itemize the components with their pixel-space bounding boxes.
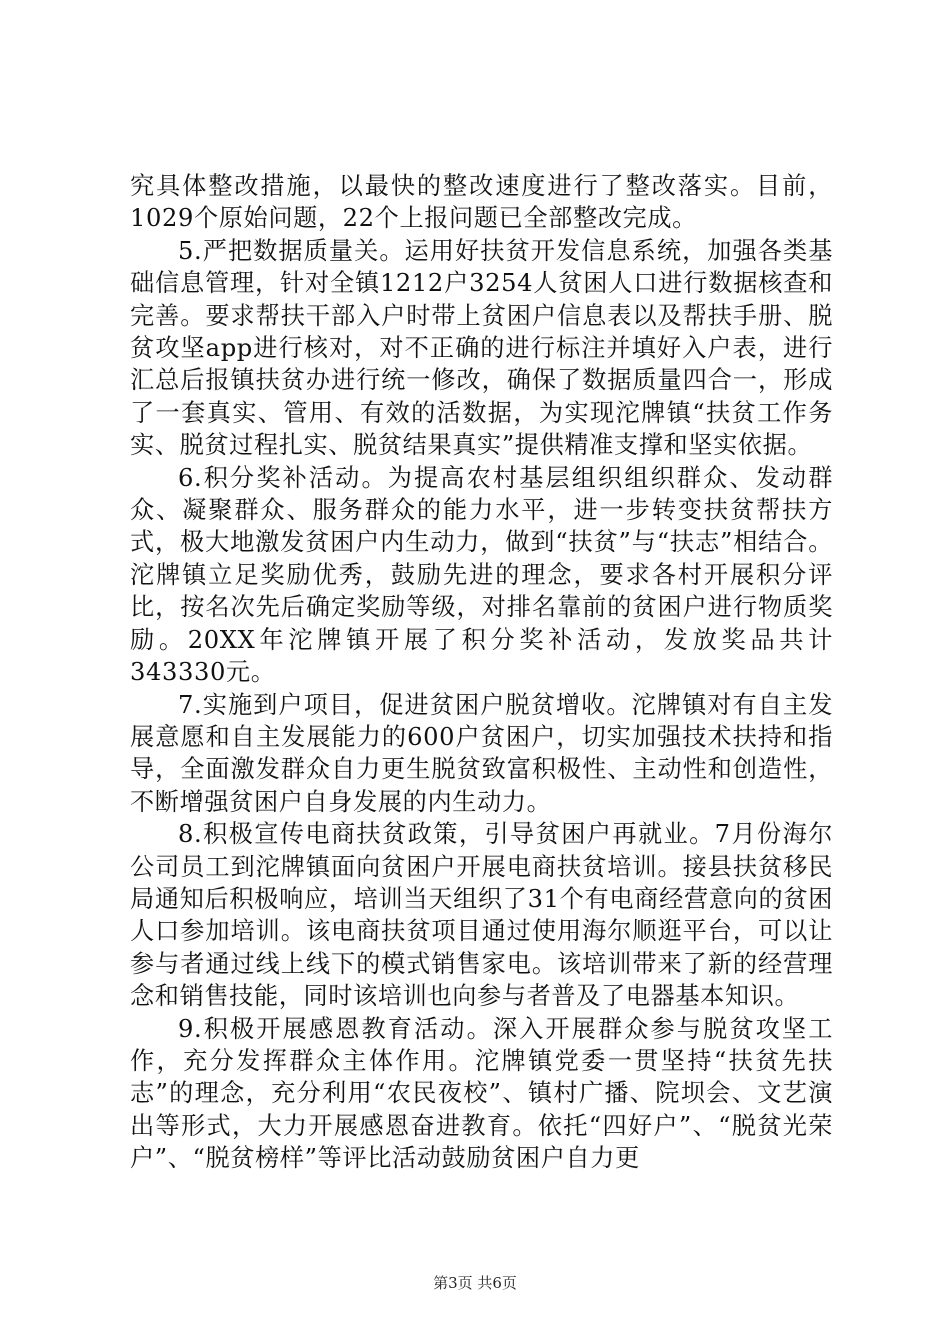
paragraph-item-8: 8.积极宣传电商扶贫政策，引导贫困户再就业。7月份海尔公司员工到沱牌镇面向贫困户开展电商扶贫培训。接县扶贫移民局通知后积极响应，培训当天组织了31个有电商经营意向的贫困人口参加培训。该电商扶贫项目通过使用海尔顺逛平台，可以让参与者通过线上线下的模式销售家电。该培训带来了新的经营理念和销售技能，同时该培训也向参与者普及了电器基本知识。 <box>130 820 833 1011</box>
paragraph-item-9: 9.积极开展感恩教育活动。深入开展群众参与脱贫攻坚工作，充分发挥群众主体作用。沱牌镇党委一贯坚持“扶贫先扶志”的理念，充分利用“农民夜校”、镇村广播、院坝会、文艺演出等形式，大力开展感恩奋进教育。依托“四好户”、“脱贫光荣户”、“脱贫榜样”等评比活动鼓励贫困户自力更 <box>130 1014 833 1173</box>
paragraph-continuation: 究具体整改措施，以最快的整改速度进行了整改落实。目前，1029个原始问题，22个上报问题已全部整改完成。 <box>130 172 833 233</box>
paragraph-item-6: 6.积分奖补活动。为提高农村基层组织组织群众、发动群众、凝聚群众、服务群众的能力水平，进一步转变扶贫帮扶方式，极大地激发贫困户内生动力，做到“扶贫”与“扶志”相结合。沱牌镇立足奖励优秀，鼓励先进的理念，要求各村开展积分评比，按名次先后确定奖励等级，对排名靠前的贫困户进行物质奖励。20XX年沱牌镇开展了积分奖补活动，发放奖品共计343330元。 <box>130 463 833 687</box>
page-footer: 第3页 共6页 <box>433 1274 517 1292</box>
document-body <box>130 170 833 1175</box>
paragraph-item-7: 7.实施到户项目，促进贫困户脱贫增收。沱牌镇对有自主发展意愿和自主发展能力的600户贫困户，切实加强技术扶持和指导，全面激发群众自力更生脱贫致富积极性、主动性和创造性，不断增强贫困户自身发展的内生动力。 <box>130 690 833 816</box>
paragraph-item-5: 5.严把数据质量关。运用好扶贫开发信息系统，加强各类基础信息管理，针对全镇1212户3254人贫困人口进行数据核查和完善。要求帮扶干部入户时带上贫困户信息表以及帮扶手册、脱贫攻坚app进行核对，对不正确的进行标注并填好入户表，进行汇总后报镇扶贫办进行统一修改，确保了数据质量四合一，形成了一套真实、管用、有效的活数据，为实现沱牌镇“扶贫工作务实、脱贫过程扎实、脱贫结果真实”提供精准支撑和坚实依据。 <box>130 236 833 460</box>
